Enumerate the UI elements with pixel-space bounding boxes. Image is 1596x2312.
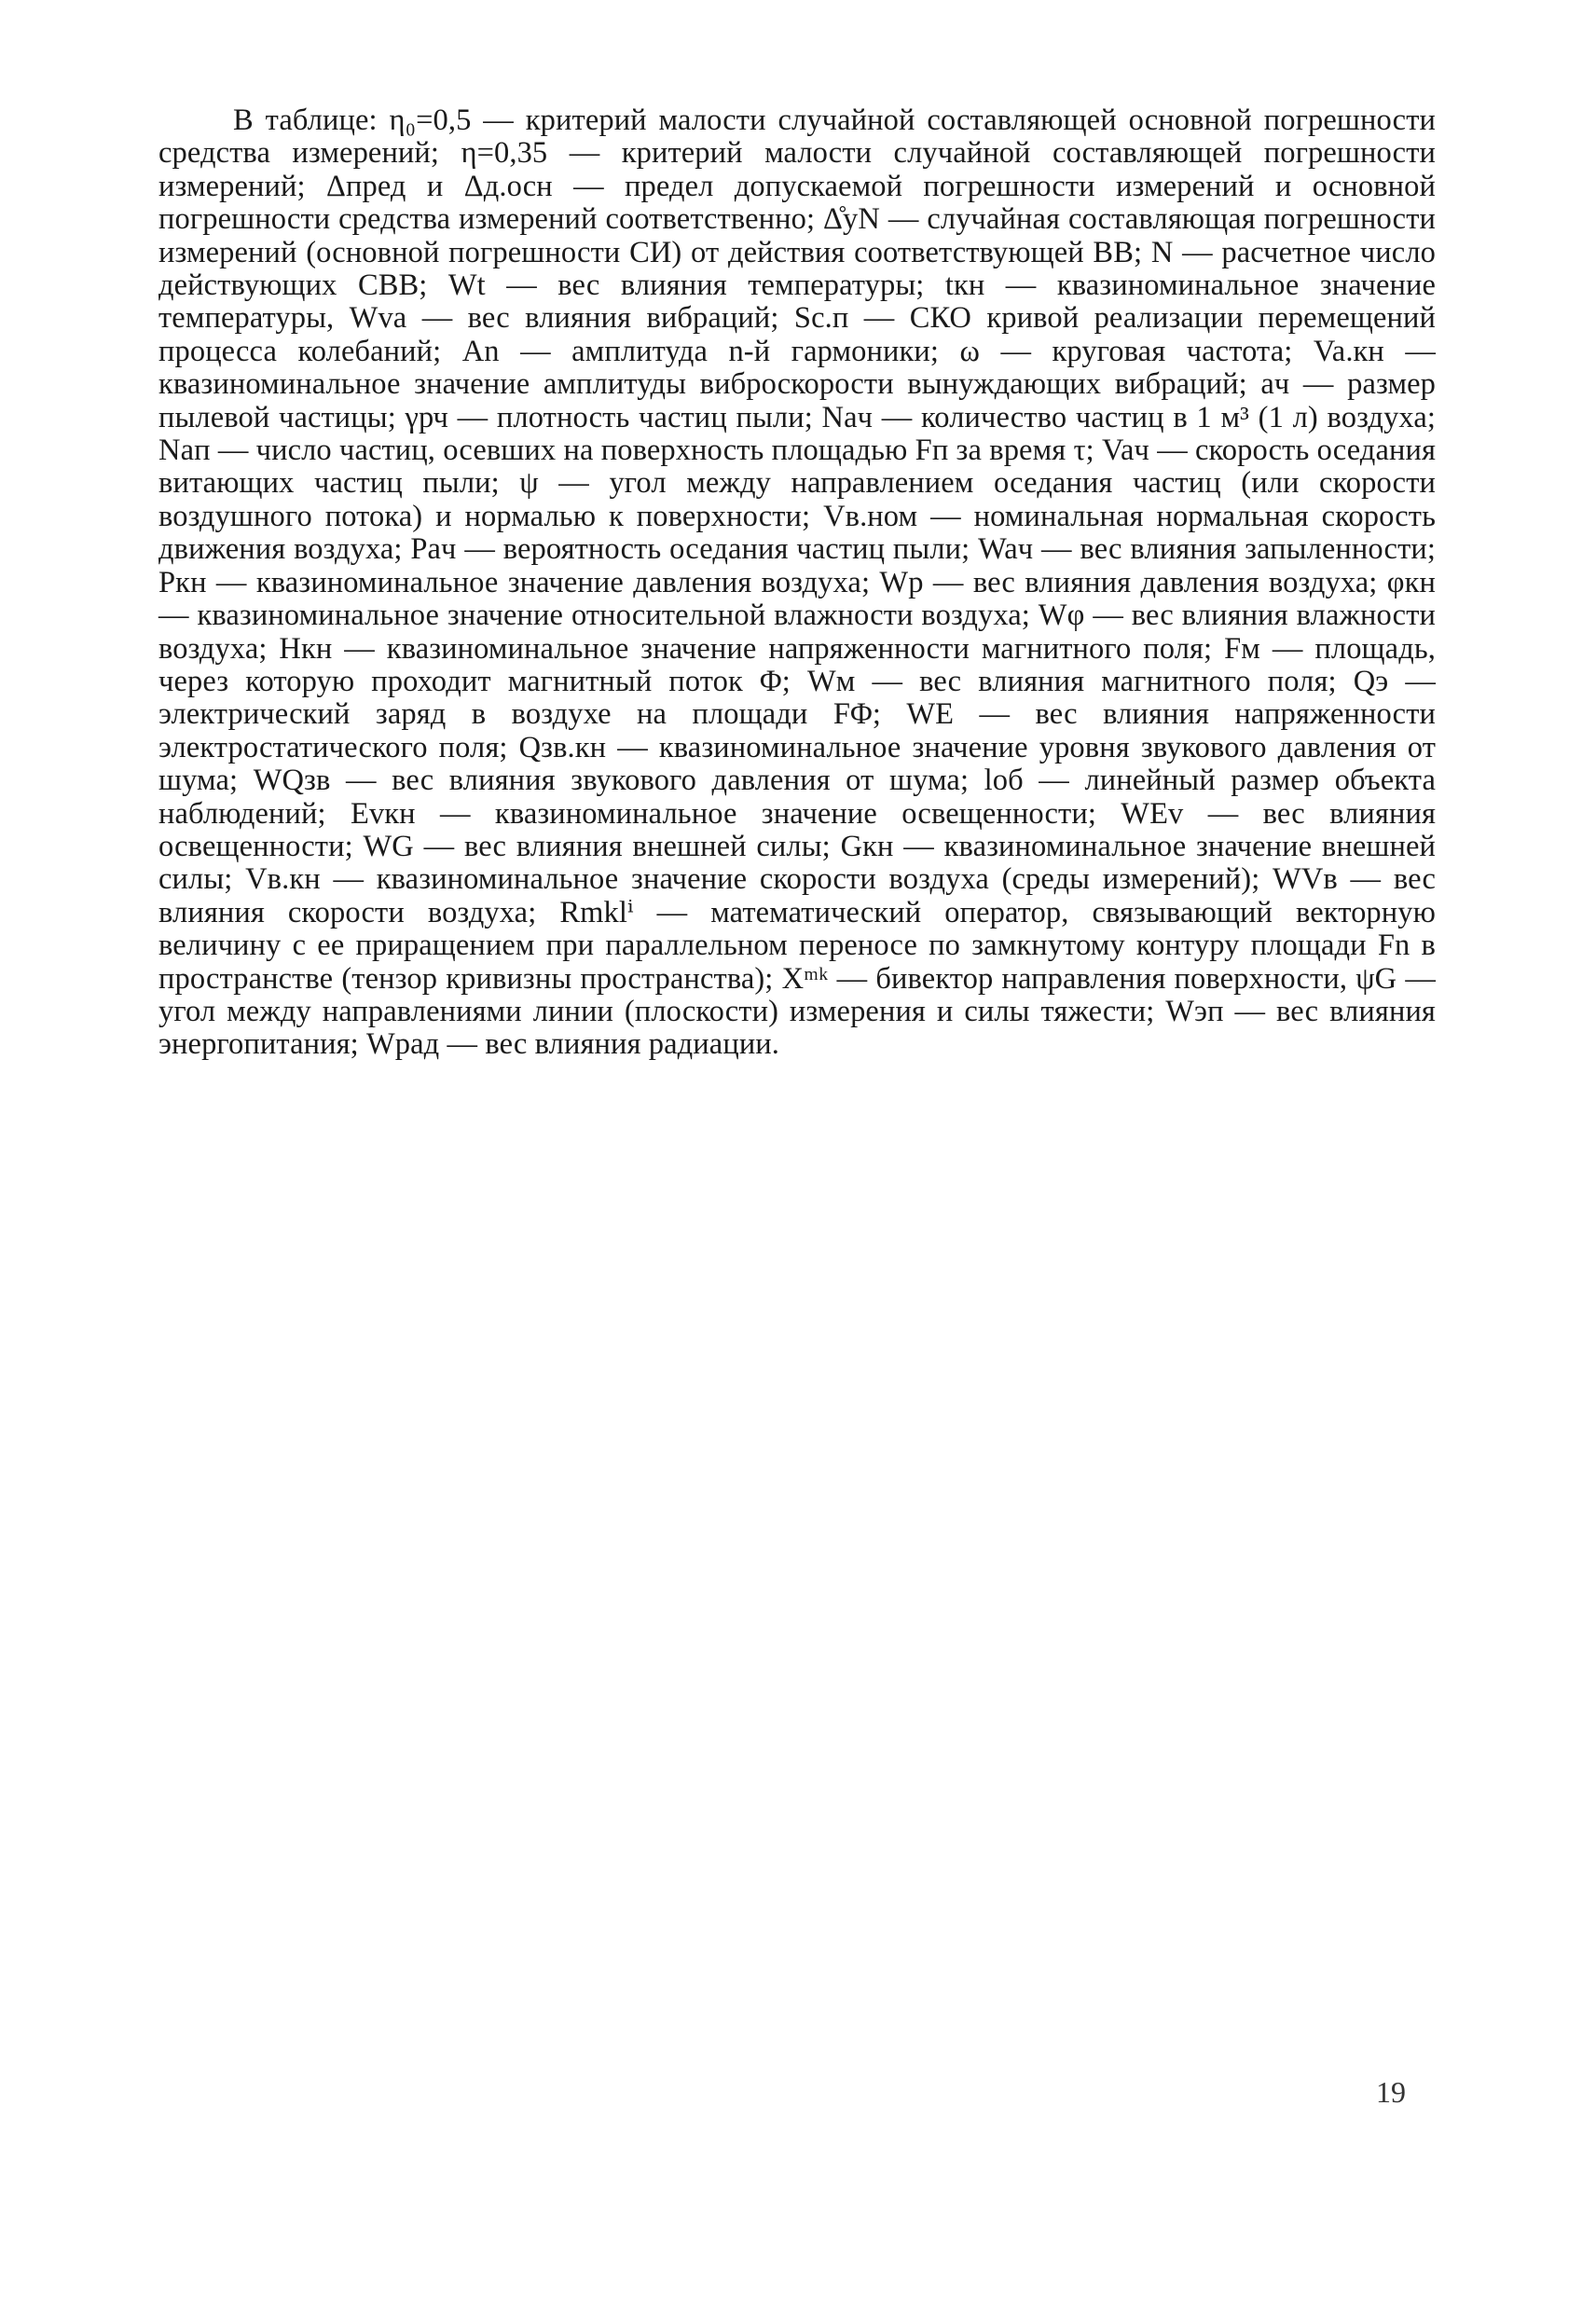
body-paragraph: В таблице: η₀=0,5 — критерий малости случайной составляющей основной погрешности средства измерений; η=0,35 — критерий малости случайной составляющей погрешности измерений; Δпред и Δд.осн — предел допускаемой погрешности измерений и основной погрешности средства измерений соответственно; Δ̊yN — случайная составляющая погрешности измерений (основной погрешности СИ) от действия соответствующей ВВ; N — расчетное число действующих СВВ; Wt — вес влияния температуры; tкн — квазиноминальное значение температуры, Wva — вес влияния вибраций; Sс.п — СКО кривой реализации перемещений процесса колебаний; An — амплитуда n-й гармоники; ω — круговая частота; Va.кн — квазиноминальное значение амплитуды виброскорости вынуждающих вибраций; aч — размер пылевой частицы; γрч — плотность частиц пыли; Naч — количество частиц в 1 м³ (1 л) воздуха; Naп — число частиц, осевших на поверхность площадью Fп за время τ; Vaч — скорость оседания витающих частиц пыли; ψ — угол между направлением оседания частиц (или скорости воздушного потока) и нормалью к поверхности; Vв.ном — номинальная нормальная скорость движения воздуха; Paч — вероятность оседания частиц пыли; Waч — вес влияния запыленности; Pкн — квазиноминальное значение давления воздуха; Wp — вес влияния давления воздуха; φкн — квазиноминальное значение относительной влажности воздуха; Wφ — вес влияния влажности воздуха; Hкн — квазиноминальное значение напряженности магнитного поля; Fм — площадь, через которую проходит магнитный поток Φ; Wм — вес влияния магнитного поля; Qэ — электрический заряд в воздухе на площади FΦ; WE — вес влияния напряженности электростатического поля; Qзв.кн — квазиноминальное значение уровня звукового давления от шума; WQзв — вес влияния звукового давления от шума; lоб — линейный размер объекта наблюдений; Evкн — квазиноминальное значение освещенности; WEv — вес влияния освещенности; WG — вес влияния внешней силы; Gкн — квазиноминальное значение внешней силы; Vв.кн — квазиноминальное значение скорости воздуха (среды измерений); WVв — вес влияния скорости воздуха; Rmklⁱ — математический оператор, связывающий векторную величину с ее приращением при параллельном переносе по замкнутому контуру площади Fn в пространстве (тензор кривизны пространства); Xᵐᵏ — бивектор направления поверхности, ψG — угол между направлениями линии (плоскости) измерения и силы тяжести; Wэп — вес влияния энергопитания; Wрад — вес влияния радиации. bbox=[158, 103, 1436, 1062]
page-number: 19 bbox=[1376, 2075, 1406, 2109]
